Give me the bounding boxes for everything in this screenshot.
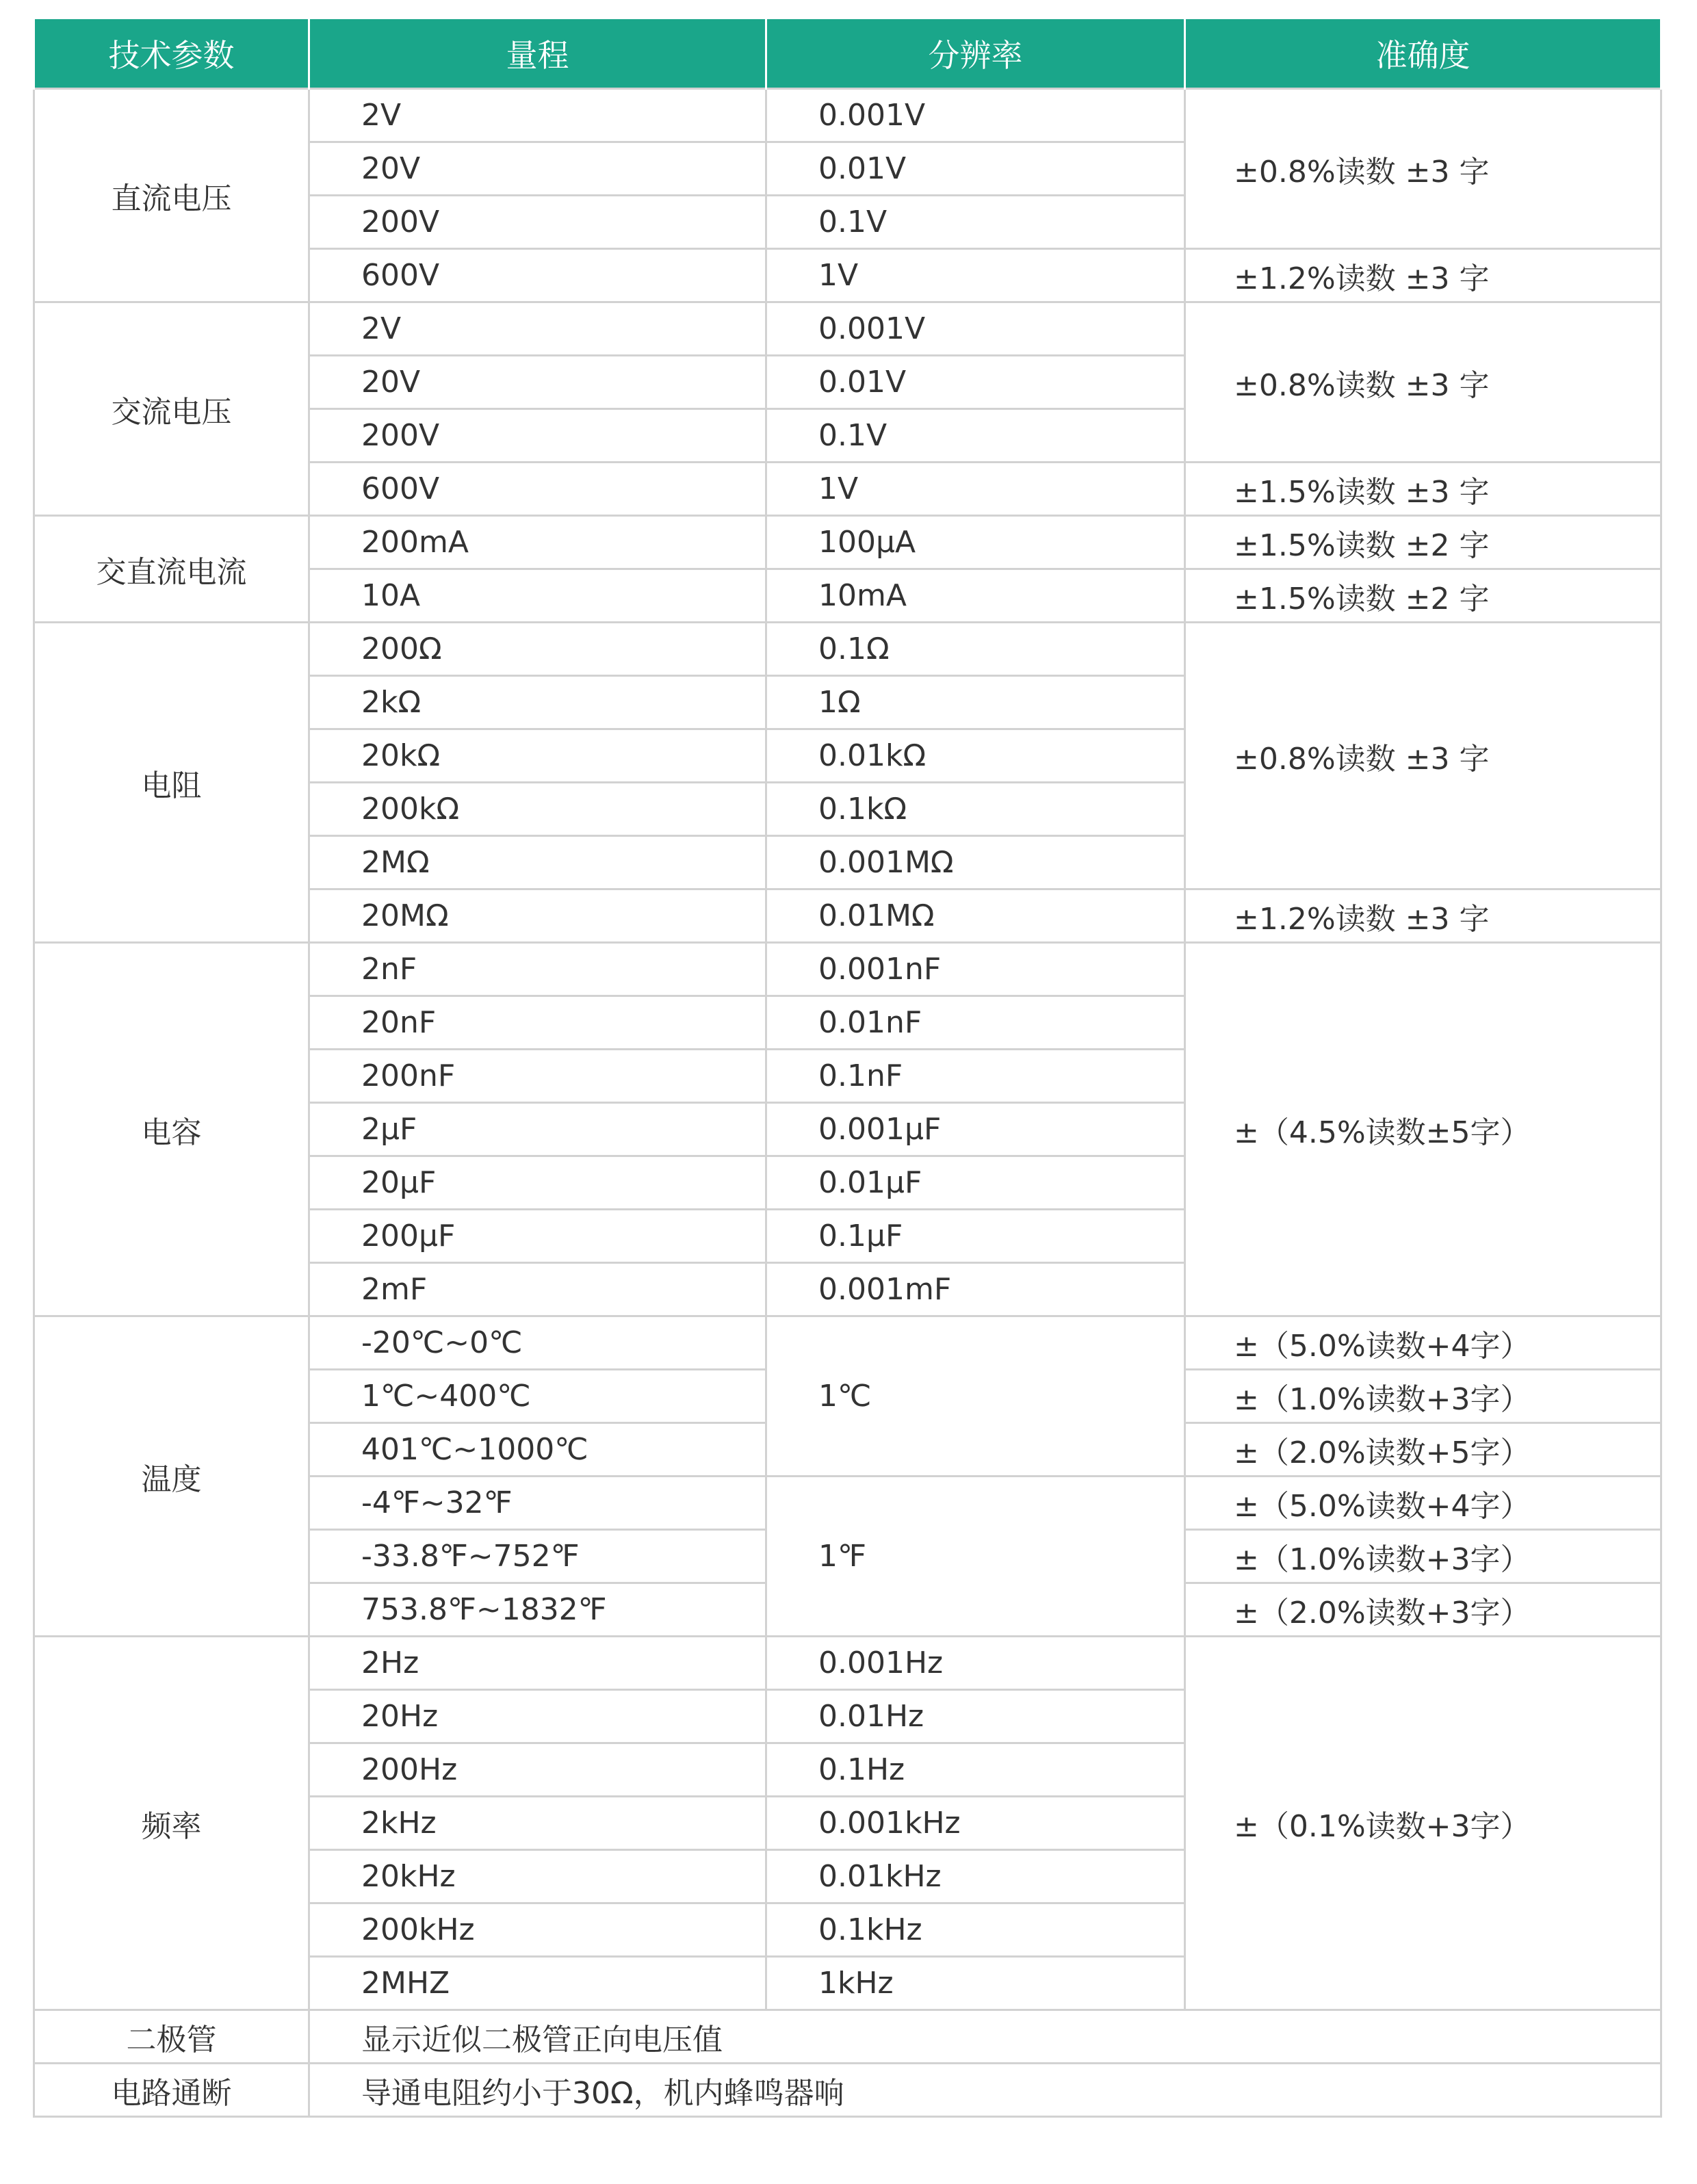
resolution-cell: 0.01nF	[766, 996, 1185, 1050]
header-resolution: 分辨率	[766, 19, 1185, 89]
range-cell: 10A	[309, 569, 766, 623]
range-cell: 401℃~1000℃	[309, 1423, 766, 1477]
range-cell: 600V	[309, 249, 766, 302]
range-cell: 20nF	[309, 996, 766, 1050]
range-cell: 2nF	[309, 943, 766, 996]
resolution-cell: 0.001Hz	[766, 1637, 1185, 1690]
range-cell: 20μF	[309, 1156, 766, 1210]
param-cell: 频率	[34, 1637, 309, 2010]
accuracy-cell: ±（4.5%读数±5字）	[1185, 943, 1661, 1316]
range-cell: 200μF	[309, 1210, 766, 1263]
resolution-cell: 1V	[766, 249, 1185, 302]
resolution-cell: 1℉	[766, 1477, 1185, 1637]
range-cell: 2μF	[309, 1103, 766, 1156]
resolution-cell: 0.01V	[766, 142, 1185, 196]
range-cell: 200nF	[309, 1050, 766, 1103]
param-cell: 交直流电流	[34, 516, 309, 623]
resolution-cell: 0.1V	[766, 196, 1185, 249]
table-row	[34, 623, 1661, 676]
range-cell: 20kHz	[309, 1850, 766, 1903]
accuracy-cell: ±0.8%读数 ±3 字	[1185, 302, 1661, 463]
resolution-cell: 0.001μF	[766, 1103, 1185, 1156]
accuracy-cell: ±（1.0%读数+3字）	[1185, 1530, 1661, 1583]
spec-body	[34, 89, 1661, 2117]
resolution-cell: 1kHz	[766, 1957, 1185, 2010]
range-cell: -33.8℉~752℉	[309, 1530, 766, 1583]
description-cell: 导通电阻约小于30Ω，机内蜂鸣器响	[309, 2064, 1661, 2117]
resolution-cell: 1Ω	[766, 676, 1185, 729]
header-row	[34, 19, 1661, 89]
accuracy-cell: ±1.5%读数 ±2 字	[1185, 516, 1661, 569]
range-cell: 2Hz	[309, 1637, 766, 1690]
range-cell: 2kΩ	[309, 676, 766, 729]
range-cell: -4℉~32℉	[309, 1477, 766, 1530]
range-cell: 200mA	[309, 516, 766, 569]
range-cell: 1℃~400℃	[309, 1370, 766, 1423]
resolution-cell: 0.01μF	[766, 1156, 1185, 1210]
resolution-cell: 0.001V	[766, 302, 1185, 356]
range-cell: 2MHZ	[309, 1957, 766, 2010]
resolution-cell: 0.01Hz	[766, 1690, 1185, 1743]
accuracy-cell: ±（5.0%读数+4字）	[1185, 1316, 1661, 1370]
range-cell: 600V	[309, 463, 766, 516]
resolution-cell: 0.01MΩ	[766, 889, 1185, 943]
range-cell: 20Hz	[309, 1690, 766, 1743]
resolution-cell: 0.1kΩ	[766, 783, 1185, 836]
resolution-cell: 10mA	[766, 569, 1185, 623]
range-cell: 200V	[309, 409, 766, 463]
accuracy-cell: ±（2.0%读数+5字）	[1185, 1423, 1661, 1477]
accuracy-cell: ±1.5%读数 ±2 字	[1185, 569, 1661, 623]
header-accuracy: 准确度	[1185, 19, 1661, 89]
resolution-cell: 0.001V	[766, 89, 1185, 142]
param-cell: 电容	[34, 943, 309, 1316]
accuracy-cell: ±（1.0%读数+3字）	[1185, 1370, 1661, 1423]
range-cell: 20V	[309, 142, 766, 196]
resolution-cell: 1℃	[766, 1316, 1185, 1477]
resolution-cell: 0.001MΩ	[766, 836, 1185, 889]
range-cell: 20kΩ	[309, 729, 766, 783]
spec-table	[33, 19, 1662, 2118]
table-row	[34, 1637, 1661, 1690]
range-cell: 2MΩ	[309, 836, 766, 889]
range-cell: 200Hz	[309, 1743, 766, 1797]
table-row	[34, 302, 1661, 356]
range-cell: 200Ω	[309, 623, 766, 676]
resolution-cell: 0.1μF	[766, 1210, 1185, 1263]
accuracy-cell: ±0.8%读数 ±3 字	[1185, 89, 1661, 249]
accuracy-cell: ±（5.0%读数+4字）	[1185, 1477, 1661, 1530]
accuracy-cell: ±1.5%读数 ±3 字	[1185, 463, 1661, 516]
resolution-cell: 100μA	[766, 516, 1185, 569]
accuracy-cell: ±（0.1%读数+3字）	[1185, 1637, 1661, 2010]
header-range: 量程	[309, 19, 766, 89]
range-cell: 2mF	[309, 1263, 766, 1316]
resolution-cell: 0.1Ω	[766, 623, 1185, 676]
param-cell: 二极管	[34, 2010, 309, 2064]
resolution-cell: 0.001mF	[766, 1263, 1185, 1316]
table-row	[34, 2064, 1661, 2117]
param-cell: 温度	[34, 1316, 309, 1637]
resolution-cell: 0.1nF	[766, 1050, 1185, 1103]
resolution-cell: 0.1kHz	[766, 1903, 1185, 1957]
table-row	[34, 2010, 1661, 2064]
range-cell: 20MΩ	[309, 889, 766, 943]
range-cell: -20℃~0℃	[309, 1316, 766, 1370]
param-cell: 直流电压	[34, 89, 309, 302]
accuracy-cell: ±1.2%读数 ±3 字	[1185, 889, 1661, 943]
range-cell: 2kHz	[309, 1797, 766, 1850]
range-cell: 20V	[309, 356, 766, 409]
resolution-cell: 0.1V	[766, 409, 1185, 463]
header-param: 技术参数	[34, 19, 309, 89]
param-cell: 交流电压	[34, 302, 309, 516]
description-cell: 显示近似二极管正向电压值	[309, 2010, 1661, 2064]
param-cell: 电路通断	[34, 2064, 309, 2117]
range-cell: 2V	[309, 89, 766, 142]
resolution-cell: 1V	[766, 463, 1185, 516]
resolution-cell: 0.1Hz	[766, 1743, 1185, 1797]
accuracy-cell: ±0.8%读数 ±3 字	[1185, 623, 1661, 889]
resolution-cell: 0.01kΩ	[766, 729, 1185, 783]
table-row	[34, 516, 1661, 569]
range-cell: 2V	[309, 302, 766, 356]
resolution-cell: 0.01V	[766, 356, 1185, 409]
range-cell: 753.8℉~1832℉	[309, 1583, 766, 1637]
range-cell: 200V	[309, 196, 766, 249]
table-row	[34, 1316, 1661, 1370]
range-cell: 200kΩ	[309, 783, 766, 836]
param-cell: 电阻	[34, 623, 309, 943]
accuracy-cell: ±（2.0%读数+3字）	[1185, 1583, 1661, 1637]
table-row	[34, 89, 1661, 142]
table-row	[34, 943, 1661, 996]
resolution-cell: 0.001kHz	[766, 1797, 1185, 1850]
range-cell: 200kHz	[309, 1903, 766, 1957]
resolution-cell: 0.001nF	[766, 943, 1185, 996]
resolution-cell: 0.01kHz	[766, 1850, 1185, 1903]
accuracy-cell: ±1.2%读数 ±3 字	[1185, 249, 1661, 302]
